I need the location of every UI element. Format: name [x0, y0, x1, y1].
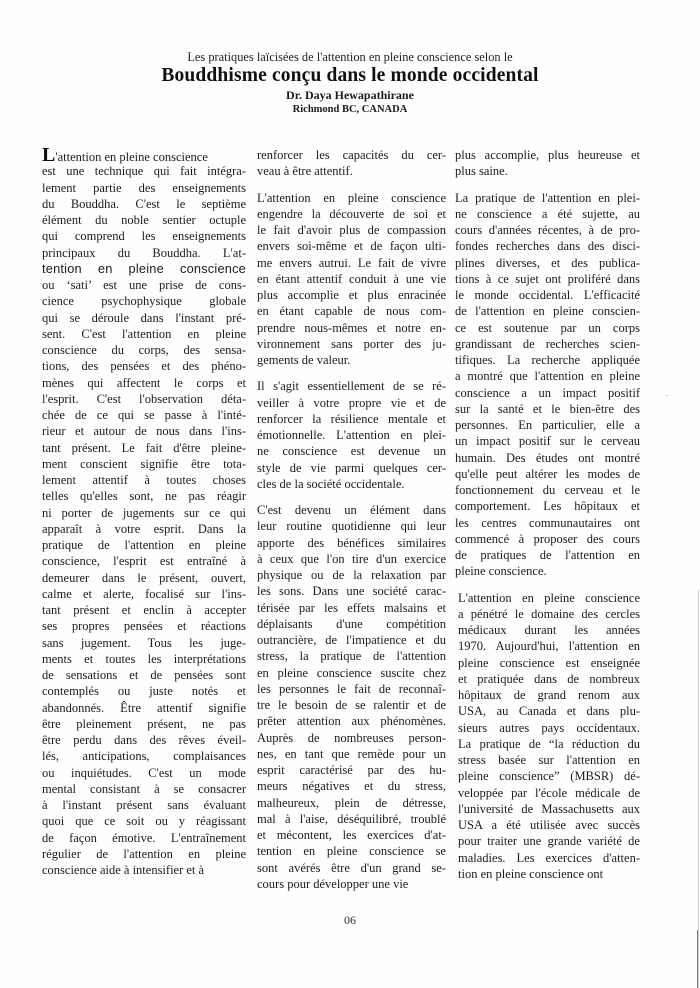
text-line: leur routine quotidienne qui leur: [257, 519, 446, 534]
text-line: veloppée par l'école médicale de: [458, 785, 640, 800]
text-line: sont avérés être d'un grand se-: [257, 860, 446, 875]
article-author: Dr. Daya Hewapathirane: [286, 88, 414, 102]
text-line: esprit caractérisé par des hu-: [257, 763, 446, 777]
text-line: à ceux que l'on tire d'un exercice: [257, 551, 446, 566]
text-line: mal à l'aise, déséquilibré, troublé: [257, 811, 446, 826]
text-line: tention en pleine conscience: [42, 260, 246, 276]
text-line: humain. Des études ont montré: [455, 450, 640, 465]
text-line: mental consistant à se consacrer: [42, 781, 246, 796]
text-line: lement attentif à toutes choses: [42, 473, 246, 487]
paragraph: [42, 144, 246, 878]
text-line: La pratique de l'attention en plei-: [455, 190, 640, 205]
text-line: conscience, l'esprit est entraîné à: [42, 554, 246, 569]
text-line: les sons. Dans une société carac-: [257, 584, 446, 599]
text-line: qu'elle peut altérer les modes de: [455, 466, 640, 481]
text-line: plus accomplie et plus enracinée: [257, 288, 446, 302]
text-line: tant présent et enclin à accepter: [42, 603, 246, 617]
text-line: hôpitaux de grand renom aux: [458, 688, 640, 702]
text-line: plus saine.: [455, 164, 508, 179]
article-title: Bouddhisme conçu dans le monde occidental: [161, 65, 539, 86]
text-line: USA, au Canada et dans plu-: [458, 704, 640, 719]
text-line: un impact positif sur le cerveau: [455, 434, 640, 449]
text-line: renforcer les capacités du cer-: [257, 148, 446, 162]
text-line: demeurer dans le présent, ouvert,: [42, 570, 246, 585]
text-line: ni porter de jugements sur ce qui: [42, 505, 246, 520]
text-line: lement partie des enseignements: [42, 180, 246, 195]
text-line: de sensations et de pensées sont: [42, 668, 246, 682]
text-line: les centres communautaires ont: [455, 515, 640, 530]
text-line: térisée par les effets malsains et: [257, 600, 446, 615]
text-line: en pleine conscience suscite chez: [257, 665, 446, 680]
text-line: outrancière, de l'impatience et du: [257, 633, 446, 647]
paragraph: [257, 502, 446, 892]
text-line: ou inquiétudes. C'est un mode: [42, 765, 246, 780]
paragraph: [257, 190, 446, 369]
text-line: cles de la société occidentale.: [257, 476, 405, 491]
text-line: déplaisants d'une compétition: [257, 616, 446, 631]
text-line: ce est soutenue par un corps: [455, 320, 640, 335]
text-line: stress, la pratique de l'attention: [257, 649, 446, 664]
text-line: ne conscience est devenue un: [257, 444, 446, 459]
text-column-1: [42, 144, 246, 888]
article-subtitle: Les pratiques laïcisées de l'attention en pleine conscience selon le: [187, 50, 513, 64]
text-line: pour traiter une grande variété de: [458, 834, 640, 849]
text-line: plus accomplie, plus heureuse et: [455, 148, 640, 162]
text-line: [42, 144, 246, 166]
text-line: Auprès de nombreuses person-: [257, 730, 446, 745]
text-line: ses propres pensées et réactions: [42, 619, 246, 634]
text-line: de l'attention en pleine conscien-: [455, 304, 640, 319]
text-line: conscience aide à intensifier et à: [42, 863, 205, 877]
page-number: 06: [344, 913, 356, 927]
text-line: a montré que l'attention en pleine: [455, 369, 640, 384]
text-line: de façon émotive. L'entraînement: [42, 830, 246, 845]
text-line: qui comprend les enseignements: [42, 229, 246, 244]
text-line: du Bouddha. C'est le septième: [42, 196, 246, 211]
text-line: tifiques. La recherche appliquée: [455, 353, 640, 367]
text-line: l'université de Massachusetts aux: [458, 801, 640, 816]
text-line: engendre la découverte de soi et: [257, 206, 446, 221]
text-line: prêter attention aux phénomènes.: [257, 714, 446, 729]
paragraph: [455, 190, 640, 580]
text-line: ou ‘sati’ est une prise de cons-: [42, 278, 246, 292]
text-line: pleine conscience.: [455, 564, 547, 579]
text-line: apporte des bénéfices similaires: [257, 535, 446, 550]
text-line: sent. C'est l'attention en pleine: [42, 326, 246, 341]
text-line: rieur et autour de nous dans l'ins-: [42, 424, 246, 439]
text-line: commencé à proposer des cours: [455, 531, 640, 546]
text-line: chée de ce qui se passe à l'inté-: [42, 408, 246, 422]
text-line: conscience du corps, des sensa-: [42, 343, 246, 357]
text-line: conscience a un impact positif: [455, 385, 640, 400]
text-line: tion en pleine conscience ont: [458, 866, 604, 881]
text-line: USA a été utilisée avec succès: [458, 818, 640, 832]
text-line: lés, anticipations, complaisances: [42, 749, 246, 764]
text-line: les personnes le fait de reconnaî-: [257, 681, 446, 696]
text-line: médicaux durant les années: [458, 623, 640, 637]
text-line: à l'instant présent sans évaluant: [42, 798, 246, 812]
text-line: maladies. Les exercices d'atten-: [458, 850, 640, 865]
text-line: grandissant de recherches scien-: [455, 336, 640, 351]
text-column-2: [257, 147, 446, 902]
text-line: sans jugement. Tous les juge-: [42, 635, 246, 650]
text-line: émotionnelle. L'attention en plei-: [257, 428, 446, 442]
text-line: et mécontent, les exercices d'at-: [257, 828, 446, 842]
text-line: telles qu'elles sont, ne pas réagir: [42, 489, 246, 504]
text-line: tre le besoin de se ralentir et de: [257, 698, 446, 712]
text-line: calme et alerte, focalisé sur l'ins-: [42, 586, 246, 601]
text-line: sur la santé et le bien-être des: [455, 401, 640, 416]
text-line: prendre nous-mêmes et notre en-: [257, 320, 446, 335]
text-line: l'esprit. C'est l'observation déta-: [42, 391, 246, 406]
text-line: veau à être attentif.: [257, 164, 353, 179]
text-line: sieurs autres pays occidentaux.: [458, 720, 640, 735]
text-line: C'est devenu un élément dans: [257, 503, 446, 517]
text-line: être pleinement présent, ne pas: [42, 716, 246, 731]
text-line: renforcer la résilience mentale et: [257, 411, 446, 426]
text-line: mènes qui affectent le corps et: [42, 375, 246, 390]
text-line: en étant attentif conduit à une vie: [257, 271, 446, 286]
text-line: quoi que ce soit ou y réagissant: [42, 814, 246, 829]
scan-edge-mark: [697, 930, 698, 988]
text-line: veiller à votre propre vie et de: [257, 395, 446, 410]
text-line: Il s'agit essentiellement de se ré-: [257, 379, 446, 394]
text-line: et pratiquée dans de nombreux: [458, 671, 640, 686]
text-line: tant présent. Le fait d'être pleine-: [42, 440, 246, 455]
text-line: La pratique de “la réduction du: [458, 736, 640, 751]
text-line: le monde occidental. L'efficacité: [455, 288, 640, 302]
text-line: L'attention en pleine conscience: [458, 590, 640, 605]
text-line: L'attention en pleine conscience: [257, 190, 446, 205]
text-line: qui se déroule dans l'instant pré-: [42, 310, 246, 325]
text-line: envers soi-même et de façon ulti-: [257, 239, 446, 254]
text-line: pratique de l'attention en pleine: [42, 538, 246, 552]
text-line: en étant capable de nous com-: [257, 304, 446, 319]
text-line: ment conscient signifie être tota-: [42, 456, 246, 471]
text-line: élément du noble sentier octuple: [42, 213, 246, 227]
text-line: malheureux, plein de détresse,: [257, 795, 446, 810]
text-line: être perdu dans des rêves éveil-: [42, 733, 246, 747]
text-line: le fait d'avoir plus de compassion: [257, 223, 446, 237]
text-line: abandonnés. Être attentif signifie: [42, 700, 246, 715]
paragraph: [257, 147, 446, 180]
text-line: fondes recherches dans des disci-: [455, 239, 640, 254]
text-line: plines diverses, et des publica-: [455, 255, 640, 270]
text-line: apparaît à votre esprit. Dans la: [42, 521, 246, 536]
text-line: de pratiques de l'attention en: [455, 548, 640, 562]
text-line: ne conscience a été sujette, au: [455, 206, 640, 221]
text-line: vironnement sans porter des ju-: [257, 336, 446, 351]
text-line: cours d'années récentes, à de pro-: [455, 223, 640, 237]
text-line: ments et toutes les interprétations: [42, 651, 246, 666]
text-line: physique ou de la relaxation par: [257, 568, 446, 582]
text-line: a pénétré le domaine des cercles: [458, 606, 640, 621]
text-line: régulier de l'attention en pleine: [42, 846, 246, 861]
scan-edge-mark: [698, 590, 699, 988]
text-line: pleine conscience” (MBSR) dé-: [458, 769, 640, 784]
text-line: comportement. Les hôpitaux et: [455, 499, 640, 514]
text-line: cours pour développer une vie: [257, 876, 409, 891]
paragraph: [455, 590, 640, 883]
text-line: nes, en tant que remède pour un: [257, 746, 446, 761]
text-line: tention en pleine conscience se: [257, 844, 446, 859]
text-line: est une technique qui fait intégra-: [42, 164, 246, 179]
author-location: Richmond BC, CANADA: [292, 104, 408, 115]
text-line: cience psychophysique globale: [42, 294, 246, 309]
text-line: principaux du Bouddha. L'at-: [42, 245, 246, 260]
scan-speck: [666, 395, 668, 396]
text-line: pleine conscience est enseignée: [458, 655, 640, 670]
text-column-3: [455, 147, 640, 892]
text-line: stress basée sur l'attention en: [458, 753, 640, 767]
text-line: gements de valeur.: [257, 353, 351, 367]
paragraph: [257, 378, 446, 492]
article-header: [0, 50, 700, 116]
text-line: tions, des pensées et des phéno-: [42, 359, 246, 374]
paragraph: [455, 147, 640, 180]
text-line: fonctionnement du cerveau et le: [455, 483, 640, 497]
text-line: style de vie parmi quelques cer-: [257, 460, 446, 475]
text-line: meurs négatives et du stress,: [257, 779, 446, 794]
text-line: tions à ce sujet ont proliféré dans: [455, 271, 640, 286]
text-line: me envers autrui. Le fait de vivre: [257, 255, 446, 270]
text-line: personnes. En particulier, elle a: [455, 418, 640, 432]
text-line-rest: 'attention en pleine conscience: [55, 150, 208, 164]
text-line: contemplés ou juste notés et: [42, 684, 246, 699]
text-line: 1970. Aujourd'hui, l'attention en: [458, 639, 640, 654]
drop-cap: L: [42, 144, 56, 166]
